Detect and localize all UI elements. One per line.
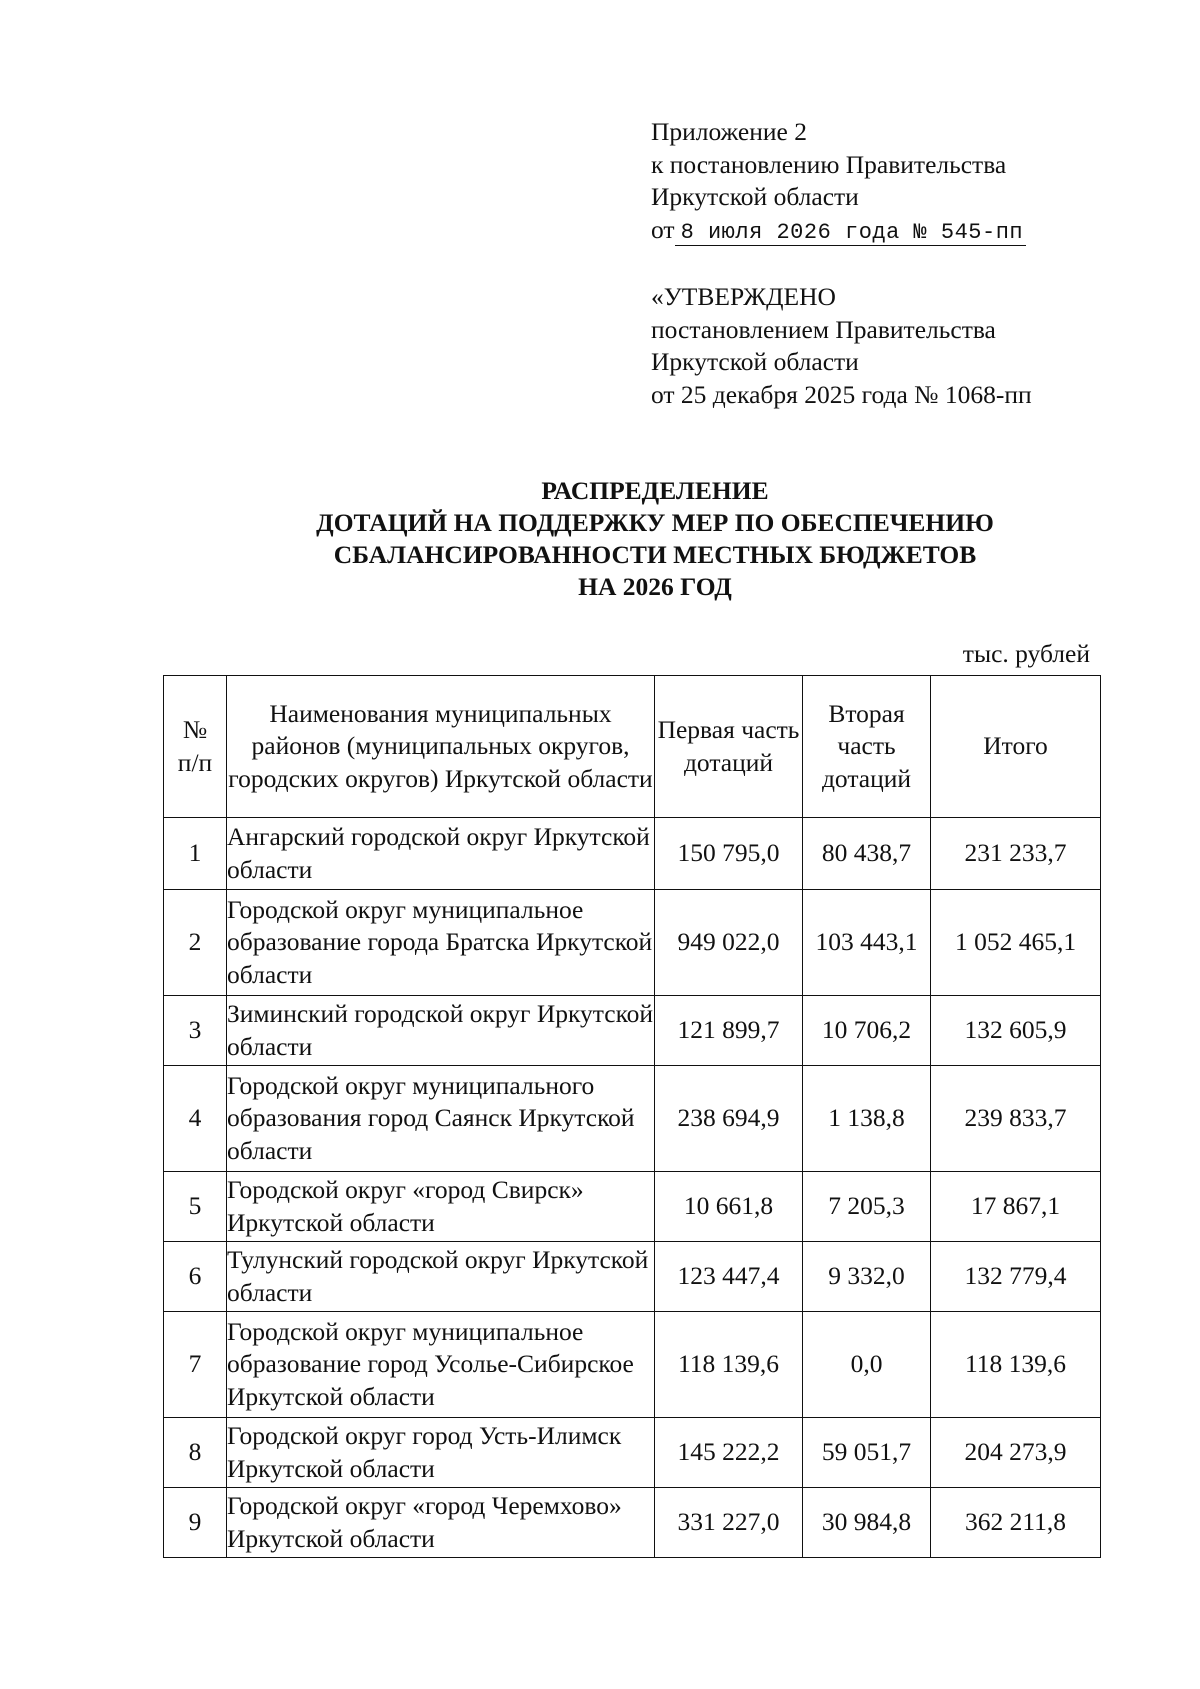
table-header-row	[164, 676, 1101, 818]
row-second-part: 1 138,8	[803, 1066, 931, 1172]
row-second-part: 9 332,0	[803, 1242, 931, 1312]
row-name: Ангарский городской округ Иркутской области	[227, 818, 655, 890]
row-number: 9	[164, 1488, 227, 1558]
approved-region: Иркутской области	[651, 347, 859, 376]
row-total: 132 605,9	[931, 996, 1101, 1066]
units-label: тыс. рублей	[962, 639, 1090, 668]
row-number: 8	[164, 1418, 227, 1488]
row-first-part: 238 694,9	[655, 1066, 803, 1172]
row-number: 2	[164, 890, 227, 996]
row-second-part: 103 443,1	[803, 890, 931, 996]
row-first-part: 118 139,6	[655, 1312, 803, 1418]
row-first-part: 150 795,0	[655, 818, 803, 890]
row-total: 239 833,7	[931, 1066, 1101, 1172]
approved-header	[651, 281, 1032, 411]
table-row	[164, 1418, 1101, 1488]
row-name: Городской округ муниципальное образование города Братска Иркутской области	[227, 890, 655, 996]
row-total: 132 779,4	[931, 1242, 1101, 1312]
row-number: 3	[164, 996, 227, 1066]
row-first-part: 121 899,7	[655, 996, 803, 1066]
row-name: Тулунский городской округ Иркутской области	[227, 1242, 655, 1312]
row-number: 6	[164, 1242, 227, 1312]
row-name: Городской округ муниципального образования город Саянск Иркутской области	[227, 1066, 655, 1172]
row-total: 1 052 465,1	[931, 890, 1101, 996]
row-second-part: 7 205,3	[803, 1172, 931, 1242]
appendix-date-number: 8 июля 2026 года № 545-пп	[675, 220, 1027, 246]
appendix-date-line	[651, 214, 1026, 250]
header-second-part: Вторая часть дотаций	[803, 676, 931, 818]
row-name: Городской округ «город Свирск» Иркутской области	[227, 1172, 655, 1242]
row-name: Городской округ муниципальное образование город Усолье-Сибирское Иркутской области	[227, 1312, 655, 1418]
title-line-2: ДОТАЦИЙ НА ПОДДЕРЖКУ МЕР ПО ОБЕСПЕЧЕНИЮ	[316, 508, 994, 537]
table-row	[164, 1066, 1101, 1172]
row-total: 17 867,1	[931, 1172, 1101, 1242]
row-total: 362 211,8	[931, 1488, 1101, 1558]
table-row	[164, 1488, 1101, 1558]
row-number: 4	[164, 1066, 227, 1172]
table-row	[164, 996, 1101, 1066]
row-total: 231 233,7	[931, 818, 1101, 890]
table-row	[164, 1242, 1101, 1312]
row-number: 5	[164, 1172, 227, 1242]
row-first-part: 331 227,0	[655, 1488, 803, 1558]
appendix-reference: к постановлению Правительства	[651, 149, 1007, 179]
header-number-abbr: п/п	[177, 747, 213, 777]
row-number: 1	[164, 818, 227, 890]
header-name: Наименования муниципальных районов (муниципальных округов, городских округов) Иркутской области	[227, 676, 655, 818]
row-second-part: 30 984,8	[803, 1488, 931, 1558]
row-second-part: 80 438,7	[803, 818, 931, 890]
appendix-header	[651, 116, 1026, 249]
row-first-part: 949 022,0	[655, 890, 803, 996]
row-number: 7	[164, 1312, 227, 1418]
table-row	[164, 818, 1101, 890]
row-second-part: 59 051,7	[803, 1418, 931, 1488]
table-row	[164, 890, 1101, 996]
table-row	[164, 1312, 1101, 1418]
header-first-part: Первая часть дотаций	[655, 676, 803, 818]
title-line-1: РАСПРЕДЕЛЕНИЕ	[541, 476, 769, 505]
approved-reference: постановлением Правительства	[651, 314, 996, 344]
row-name: Городской округ город Усть-Илимск Иркутской области	[227, 1418, 655, 1488]
title-line-4: НА 2026 ГОД	[578, 572, 732, 601]
approved-date: от 25 декабря 2025 года № 1068-пп	[651, 379, 1032, 409]
appendix-label: Приложение 2	[651, 117, 807, 146]
row-first-part: 145 222,2	[655, 1418, 803, 1488]
distribution-table	[163, 675, 1101, 1558]
row-first-part: 10 661,8	[655, 1172, 803, 1242]
title-line-3: СБАЛАНСИРОВАННОСТИ МЕСТНЫХ БЮДЖЕТОВ	[333, 540, 977, 569]
appendix-date-prefix: от	[651, 214, 675, 244]
row-first-part: 123 447,4	[655, 1242, 803, 1312]
table-body	[164, 818, 1101, 1558]
header-total: Итого	[931, 676, 1101, 818]
header-number	[164, 676, 227, 818]
document-title	[0, 475, 1200, 603]
row-second-part: 0,0	[803, 1312, 931, 1418]
appendix-region: Иркутской области	[651, 182, 859, 211]
row-total: 204 273,9	[931, 1418, 1101, 1488]
table-row	[164, 1172, 1101, 1242]
approved-label: «УТВЕРЖДЕНО	[651, 282, 836, 311]
row-name: Зиминский городской округ Иркутской области	[227, 996, 655, 1066]
row-second-part: 10 706,2	[803, 996, 931, 1066]
row-total: 118 139,6	[931, 1312, 1101, 1418]
row-name: Городской округ «город Черемхово» Иркутской области	[227, 1488, 655, 1558]
header-number-symbol: №	[182, 715, 208, 744]
